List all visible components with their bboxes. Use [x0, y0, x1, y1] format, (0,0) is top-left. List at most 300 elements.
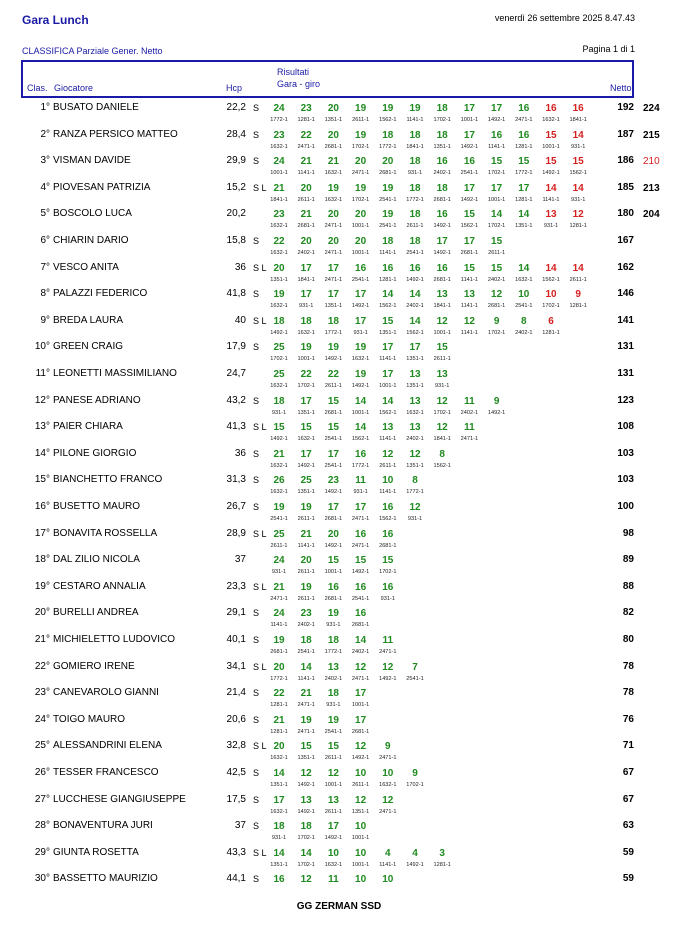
hole-score: 19 [327, 342, 339, 354]
hole-score: 14 [545, 262, 557, 274]
extra-total: 215 [643, 129, 660, 141]
hole-score: 14 [300, 661, 312, 673]
round-code: 1351-1 [270, 782, 288, 788]
round-code: 1562-1 [379, 303, 397, 310]
player-flag: S [253, 236, 260, 246]
round-code: 2681-1 [460, 250, 479, 256]
netto-total: 71 [622, 740, 634, 752]
hole-score: 12 [572, 209, 584, 221]
hole-score: 18 [436, 182, 448, 194]
round-code: 1841-1 [569, 117, 587, 123]
round-code: 1492-1 [297, 462, 315, 469]
player-flag: S [253, 156, 260, 167]
hole-score: 18 [409, 236, 421, 247]
extra-total: 210 [643, 156, 660, 168]
round-code: 1141-1 [460, 329, 478, 336]
hole-score: 14 [409, 315, 421, 327]
hole-score: 18 [273, 315, 285, 327]
round-code: 1492-1 [433, 223, 451, 230]
handicap: 23,3 [226, 580, 246, 592]
table-row [0, 287, 678, 313]
round-code: 1351-1 [406, 356, 424, 363]
round-code: 1772-1 [406, 489, 424, 496]
hole-score: 12 [491, 289, 503, 301]
player-name: BIANCHETTO FRANCO [53, 474, 163, 486]
round-code: 2681-1 [324, 595, 343, 602]
player-flag: S [253, 342, 260, 353]
hole-score: 10 [545, 289, 557, 301]
player-name: CESTARO ANNALIA [53, 580, 146, 592]
hole-score: 17 [355, 688, 367, 700]
netto-total: 89 [622, 554, 634, 566]
table-row [0, 340, 678, 366]
round-code: 1141-1 [297, 170, 315, 177]
round-code: 1632-1 [270, 383, 288, 389]
round-code: 2611-1 [270, 542, 288, 549]
hole-score: 11 [328, 874, 339, 886]
round-code: 2471-1 [379, 808, 397, 815]
handicap: 43,2 [226, 394, 246, 406]
table-row [0, 128, 678, 154]
hole-score: 9 [575, 289, 581, 301]
round-code: 2611-1 [352, 782, 370, 788]
round-code: 1562-1 [542, 276, 560, 283]
round-code: 1001-1 [351, 409, 370, 416]
hole-score: 14 [382, 395, 394, 407]
hole-score: 10 [327, 847, 339, 859]
round-code: 1492-1 [406, 861, 424, 868]
col-clas: Clas. [27, 83, 48, 93]
hole-score: 13 [409, 395, 421, 407]
round-code: 2611-1 [433, 356, 451, 363]
round-code: 2541-1 [379, 223, 397, 230]
round-code: 2611-1 [297, 569, 315, 576]
round-code: 1351-1 [297, 755, 315, 762]
hole-score: 12 [436, 422, 448, 434]
hole-score: 17 [463, 182, 475, 194]
round-code: 931-1 [543, 223, 559, 230]
col-hcp: Hcp [226, 83, 243, 93]
position: 8° [40, 288, 50, 300]
round-code: 1001-1 [351, 861, 370, 868]
hole-score: 16 [355, 448, 367, 460]
hole-score: 17 [355, 714, 367, 726]
round-code: 1281-1 [270, 728, 288, 735]
hole-score: 22 [273, 236, 285, 247]
hole-score: 10 [518, 289, 530, 301]
position: 15° [34, 474, 50, 486]
player-name: PANESE ADRIANO [53, 394, 141, 406]
round-code: 2611-1 [406, 223, 424, 230]
round-code: 2471-1 [297, 702, 315, 709]
round-code: 1001-1 [270, 170, 288, 177]
hole-score: 21 [273, 714, 285, 726]
hole-score: 15 [491, 156, 503, 168]
hole-score: 20 [300, 236, 312, 247]
round-code: 2611-1 [297, 595, 315, 602]
handicap: 15,2 [226, 181, 246, 193]
round-code: 1632-1 [324, 170, 343, 177]
player-flag: S L [253, 847, 267, 858]
round-code: 1351-1 [297, 409, 315, 416]
table-row [0, 181, 678, 207]
round-code: 1492-1 [487, 117, 506, 123]
hole-score: 20 [327, 103, 339, 114]
round-code: 1702-1 [542, 303, 560, 310]
hole-score: 16 [382, 528, 394, 540]
hole-score: 19 [409, 103, 421, 114]
handicap: 24,7 [226, 368, 246, 379]
round-code: 1351-1 [297, 489, 315, 496]
player-flag: S [253, 289, 260, 300]
hole-score: 20 [300, 182, 312, 194]
hole-score: 15 [382, 315, 394, 327]
player-flag: S L [253, 315, 267, 326]
round-code: 1492-1 [351, 755, 370, 762]
col-risultati: Risultati [277, 67, 310, 77]
round-code: 931-1 [407, 170, 423, 177]
handicap: 37 [234, 554, 246, 566]
hole-score: 22 [327, 369, 339, 380]
hole-score: 24 [273, 555, 285, 567]
player-name: PAIER CHIARA [53, 421, 123, 433]
hole-score: 18 [327, 635, 339, 646]
round-code: 1632-1 [406, 409, 424, 416]
hole-score: 16 [355, 608, 367, 620]
player-name: BURELLI ANDREA [53, 607, 139, 619]
netto-total: 59 [622, 873, 634, 885]
round-code: 1351-1 [270, 276, 288, 283]
round-code: 1351-1 [324, 303, 343, 310]
round-code: 1702-1 [487, 223, 506, 230]
player-flag: S [253, 448, 260, 459]
hole-score: 23 [273, 129, 285, 141]
round-code: 931-1 [271, 409, 287, 416]
round-code: 1001-1 [324, 569, 343, 576]
round-code: 1702-1 [351, 143, 370, 150]
player-flag: S [253, 608, 260, 619]
hole-score: 19 [300, 342, 312, 354]
handicap: 41,3 [226, 421, 246, 433]
round-code: 1351-1 [433, 143, 451, 150]
hole-score: 15 [436, 342, 448, 354]
player-name: BOSCOLO LUCA [53, 208, 132, 220]
round-code: 1492-1 [324, 542, 343, 549]
extra-total: 224 [643, 103, 660, 114]
hole-score: 10 [382, 475, 394, 487]
round-code: 931-1 [326, 622, 341, 629]
hole-score: 14 [491, 209, 503, 221]
table-row [0, 606, 678, 632]
player-name: CANEVAROLO GIANNI [53, 687, 159, 699]
round-code: 2541-1 [324, 462, 343, 469]
hole-score: 12 [355, 661, 367, 673]
hole-score: 14 [300, 847, 312, 859]
hole-score: 12 [409, 502, 421, 513]
hole-score: 17 [436, 236, 448, 247]
round-code: 2611-1 [488, 250, 506, 256]
hole-score: 14 [273, 847, 285, 859]
hole-score: 12 [300, 768, 312, 779]
report-subtitle: CLASSIFICA Parziale Gener. Netto [22, 46, 163, 56]
round-code: 1772-1 [351, 462, 370, 469]
round-code: 1001-1 [297, 356, 315, 363]
hole-score: 18 [382, 129, 394, 141]
hole-score: 15 [518, 156, 530, 168]
position: 18° [34, 554, 50, 566]
table-row [0, 660, 678, 686]
hole-score: 21 [273, 581, 285, 593]
round-code: 2541-1 [270, 516, 288, 522]
round-code: 2541-1 [324, 728, 343, 735]
round-code: 2402-1 [406, 303, 424, 310]
hole-score: 16 [382, 262, 394, 274]
player-name: CHIARIN DARIO [53, 235, 129, 246]
hole-score: 11 [464, 422, 475, 434]
hole-score: 21 [300, 209, 312, 221]
round-code: 1841-1 [297, 276, 315, 283]
table-row [0, 766, 678, 792]
round-code: 931-1 [299, 303, 314, 310]
netto-total: 103 [617, 447, 634, 459]
round-code: 1841-1 [433, 303, 451, 310]
position: 9° [40, 314, 50, 326]
hole-score: 19 [273, 289, 285, 301]
handicap: 36 [234, 447, 246, 459]
hole-score: 4 [385, 847, 391, 859]
round-code: 931-1 [407, 516, 423, 522]
handicap: 29,1 [226, 607, 246, 619]
round-code: 2681-1 [351, 622, 370, 629]
table-row [0, 500, 678, 526]
hole-score: 9 [493, 395, 500, 407]
hole-score: 20 [300, 555, 312, 567]
round-code: 1351-1 [406, 383, 424, 389]
hole-score: 15 [463, 209, 475, 221]
netto-total: 123 [617, 394, 634, 406]
hole-score: 15 [327, 741, 339, 753]
hole-score: 11 [464, 395, 475, 407]
handicap: 31,3 [226, 474, 246, 486]
position: 10° [34, 341, 50, 353]
table-row [0, 234, 678, 260]
round-code: 1141-1 [379, 436, 397, 443]
round-code: 1841-1 [406, 143, 424, 150]
position: 1° [40, 102, 50, 113]
hole-score: 12 [382, 661, 394, 673]
hole-score: 12 [436, 395, 448, 407]
position: 5° [40, 208, 50, 220]
round-code: 1492-1 [487, 409, 506, 416]
col-giocatore: Giocatore [54, 83, 94, 93]
round-code: 931-1 [435, 383, 450, 389]
hole-score: 17 [382, 342, 394, 354]
column-header-box [21, 60, 634, 98]
player-name: GREEN CRAIG [53, 341, 124, 353]
round-code: 931-1 [271, 835, 287, 842]
round-code: 1772-1 [515, 170, 533, 177]
table-row [0, 846, 678, 872]
hole-score: 18 [327, 315, 339, 327]
round-code: 1772-1 [270, 117, 288, 123]
player-flag: S [253, 714, 260, 725]
round-code: 2471-1 [379, 649, 397, 655]
hole-score: 11 [382, 635, 394, 646]
netto-total: 162 [617, 261, 634, 273]
hole-score: 17 [327, 821, 339, 833]
round-code: 1281-1 [270, 702, 288, 709]
position: 24° [34, 713, 50, 725]
round-code: 1702-1 [379, 569, 397, 576]
netto-total: 59 [622, 846, 634, 858]
position: 4° [40, 181, 50, 193]
round-code: 1562-1 [569, 170, 587, 177]
hole-score: 14 [572, 182, 584, 194]
player-flag: S [253, 688, 260, 699]
hole-score: 14 [382, 289, 394, 301]
round-code: 2611-1 [324, 808, 342, 815]
hole-score: 22 [300, 369, 312, 380]
hole-score: 20 [355, 236, 367, 247]
handicap: 22,2 [226, 102, 246, 113]
round-code: 1492-1 [297, 782, 315, 788]
table-row [0, 261, 678, 287]
hole-score: 12 [409, 448, 421, 460]
round-code: 1841-1 [270, 196, 288, 203]
hole-score: 13 [300, 794, 312, 806]
round-code: 2611-1 [324, 755, 342, 762]
hole-score: 20 [327, 209, 339, 221]
round-code: 2541-1 [379, 196, 397, 203]
hole-score: 19 [382, 209, 394, 221]
round-code: 2471-1 [297, 143, 315, 150]
report-date: venerdì 26 settembre 2025 8.47.43 [494, 13, 635, 23]
player-flag: S [253, 129, 260, 140]
hole-score: 16 [518, 103, 530, 114]
netto-total: 185 [617, 181, 634, 193]
table-row [0, 739, 678, 765]
hole-score: 15 [491, 262, 503, 274]
round-code: 2402-1 [406, 436, 424, 443]
round-code: 1632-1 [297, 436, 315, 443]
hole-score: 10 [355, 847, 367, 859]
hole-score: 13 [436, 289, 448, 301]
round-code: 2681-1 [270, 649, 288, 655]
round-code: 1001-1 [351, 250, 370, 256]
netto-total: 78 [622, 660, 634, 672]
player-flag: S L [253, 262, 267, 273]
netto-total: 76 [622, 713, 634, 725]
round-code: 2541-1 [515, 303, 533, 310]
round-code: 1001-1 [433, 329, 451, 336]
table-row [0, 553, 678, 579]
round-code: 1702-1 [487, 170, 506, 177]
round-code: 2611-1 [297, 196, 315, 203]
hole-score: 10 [355, 874, 367, 886]
hole-score: 23 [327, 475, 339, 487]
player-flag: S L [253, 528, 267, 539]
round-code: 1702-1 [487, 329, 506, 336]
table-row [0, 713, 678, 739]
round-code: 1351-1 [324, 117, 343, 123]
player-name: PILONE GIORGIO [53, 447, 137, 459]
player-name: DAL ZILIO NICOLA [53, 554, 140, 566]
round-code: 2541-1 [297, 649, 315, 655]
player-name: BONAVENTURA JURI [53, 820, 153, 832]
hole-score: 18 [327, 688, 339, 700]
hole-score: 16 [327, 581, 339, 593]
round-code: 1351-1 [270, 861, 288, 868]
player-name: GOMIERO IRENE [53, 660, 135, 672]
position: 12° [34, 394, 50, 406]
hole-score: 15 [300, 741, 312, 753]
round-code: 1772-1 [406, 196, 424, 203]
hole-score: 19 [355, 103, 367, 114]
round-code: 2402-1 [515, 329, 533, 336]
hole-score: 17 [327, 262, 339, 274]
hole-score: 19 [300, 502, 312, 513]
hole-score: 18 [409, 129, 421, 141]
hole-score: 23 [273, 209, 285, 221]
hole-score: 18 [300, 635, 312, 646]
hole-score: 21 [327, 156, 339, 168]
hole-score: 13 [436, 369, 448, 380]
handicap: 36 [234, 261, 246, 273]
handicap: 29,9 [226, 155, 246, 167]
hole-score: 16 [518, 129, 530, 141]
round-code: 2681-1 [297, 223, 315, 230]
hole-score: 13 [327, 794, 339, 806]
hole-score: 18 [300, 821, 312, 833]
position: 2° [40, 128, 50, 140]
hole-score: 12 [382, 794, 394, 806]
hole-score: 10 [382, 874, 394, 886]
hole-score: 20 [355, 156, 367, 168]
handicap: 34,1 [226, 660, 246, 672]
handicap: 40,1 [226, 634, 246, 645]
round-code: 2402-1 [487, 276, 506, 283]
hole-score: 17 [409, 342, 421, 354]
round-code: 931-1 [571, 196, 586, 203]
round-code: 1492-1 [433, 250, 451, 256]
handicap: 26,7 [226, 501, 246, 512]
round-code: 1772-1 [324, 329, 343, 336]
round-code: 1562-1 [379, 409, 397, 416]
hole-score: 12 [355, 794, 367, 806]
hole-score: 16 [409, 262, 421, 274]
hole-score: 24 [273, 608, 285, 620]
hole-score: 19 [327, 714, 339, 726]
handicap: 28,9 [226, 527, 246, 539]
handicap: 15,8 [226, 235, 246, 246]
round-code: 1702-1 [406, 782, 424, 788]
round-code: 1632-1 [270, 462, 288, 469]
player-name: TOIGO MAURO [53, 713, 126, 725]
round-code: 1492-1 [297, 808, 315, 815]
round-code: 1562-1 [351, 436, 370, 443]
round-code: 1772-1 [379, 143, 397, 150]
hole-score: 21 [300, 156, 312, 168]
netto-total: 98 [622, 527, 634, 539]
round-code: 1001-1 [542, 143, 560, 150]
round-code: 2471-1 [270, 595, 288, 602]
round-code: 1632-1 [270, 489, 288, 496]
position: 3° [40, 155, 50, 167]
handicap: 17,5 [226, 793, 246, 805]
round-code: 1351-1 [379, 329, 397, 336]
hole-score: 3 [439, 847, 445, 859]
position: 7° [40, 261, 50, 273]
